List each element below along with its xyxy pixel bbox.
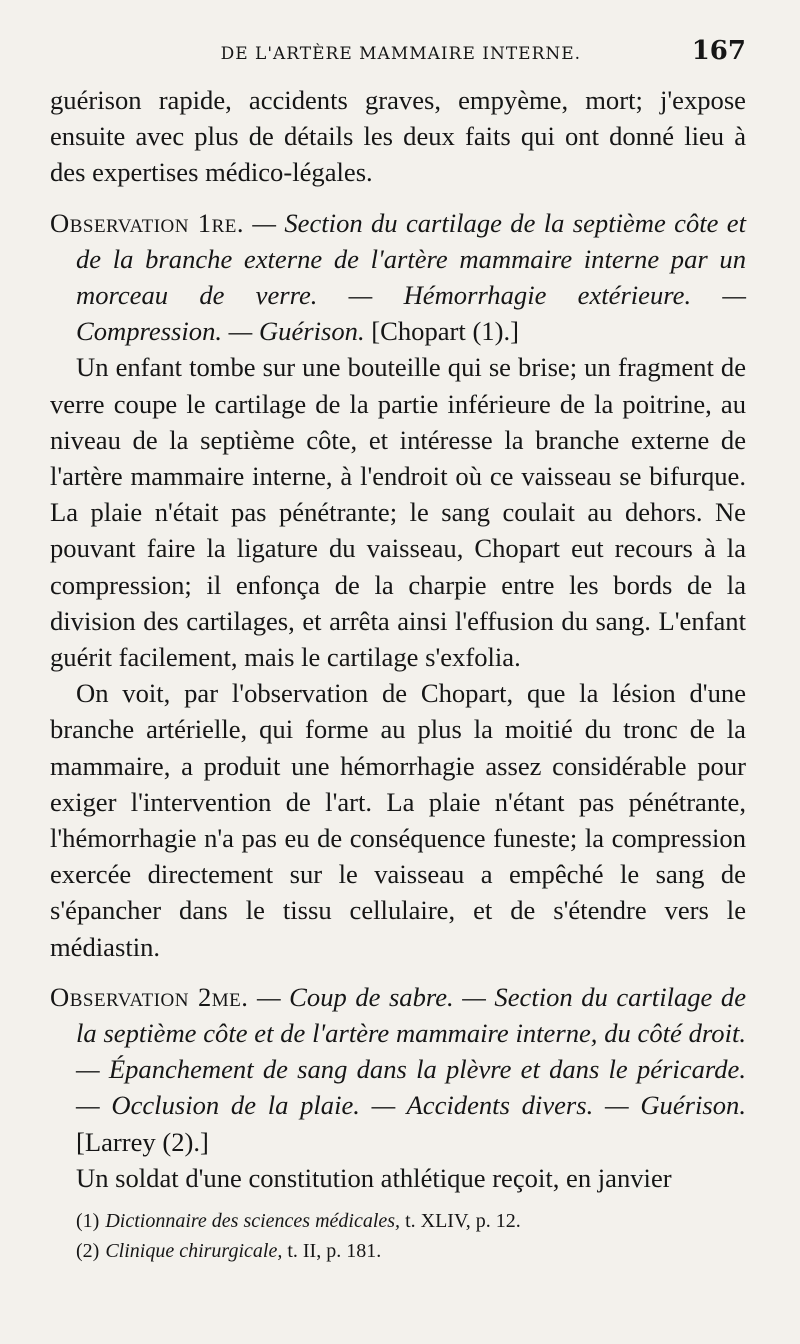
paragraph-observation-2: Un soldat d'une constitution athlétique reçoit, en janvier: [76, 1162, 672, 1193]
observation-2-title: — Coup de sabre. — Section du cartilage de la septième côte et de l'artère mammaire interne, du côté droit. — Épanchement de sang dans la plèvre et dans le péricarde. — Occlusion de la plaie. — Accidents divers. — Guérison.: [76, 981, 746, 1121]
body-text: [50, 82, 746, 1196]
paragraph-continued: guérison rapide, accidents graves, empyème, mort; j'expose ensuite avec plus de détails les deux faits qui ont donné lieu à des expertises médico-légales.: [50, 85, 746, 188]
footnotes: [50, 1206, 746, 1266]
observation-1-reference: [Chopart (1).]: [364, 316, 519, 347]
paragraph-commentary: On voit, par l'observation de Chopart, que la lésion d'une branche artérielle, qui forme au plus la moitié du tronc de la mammaire, a produit une hémorrhagie assez considérable pour exiger l'intervention de l'art. La plaie n'étant pas pénétrante, l'hémorrhagie n'a pas eu de conséquence funeste; la compression exercée directement sur le vaisseau a empêché le sang de s'épancher dans le tissu cellulaire, et de s'étendre vers le médiastin.: [50, 678, 746, 962]
observation-2-reference: [Larrey (2).]: [76, 1126, 209, 1157]
page-number: 167: [691, 36, 746, 66]
footnote-title: Clinique chirurgicale,: [105, 1240, 283, 1263]
observation-1-heading: [50, 205, 746, 350]
observation-2-heading: [50, 979, 746, 1160]
footnote-number: (1): [76, 1210, 100, 1233]
footnote-title: Dictionnaire des sciences médicales,: [105, 1210, 401, 1233]
footnote-reference: t. XLIV, p. 12.: [400, 1210, 521, 1233]
observation-1-label: Observation 1re.: [50, 207, 245, 238]
paragraph-observation-1: Un enfant tombe sur une bouteille qui se brise; un fragment de verre coupe le cartilage de la partie inférieure de la poitrine, au niveau de la septième côte, et intéresse la branche externe de l'artère mammaire interne, à l'endroit où ce vaisseau se bifurque. La plaie n'était pas pénétrante; le sang coulait au dehors. Ne pouvant faire la ligature du vaisseau, Chopart eut recours à la compression; il enfonça de la charpie entre les bords de la division des cartilages, et arrêta ainsi l'effusion du sang. L'enfant guérit facilement, mais le cartilage s'exfolia.: [50, 352, 746, 673]
footnote-reference: t. II, p. 181.: [282, 1240, 382, 1263]
footnote: [76, 1236, 746, 1266]
footnote: [76, 1206, 746, 1236]
observation-2-label: Observation 2me.: [50, 981, 249, 1012]
footnote-number: (2): [76, 1240, 100, 1263]
observation-1-title: — Section du cartilage de la septième côte et de la branche externe de l'artère mammaire interne par un morceau de verre. — Hémorrhagie extérieure. — Compression. — Guérison.: [76, 207, 746, 347]
running-head: DE L'ARTÈRE MAMMAIRE INTERNE.: [220, 44, 582, 64]
page-header: [50, 36, 746, 82]
